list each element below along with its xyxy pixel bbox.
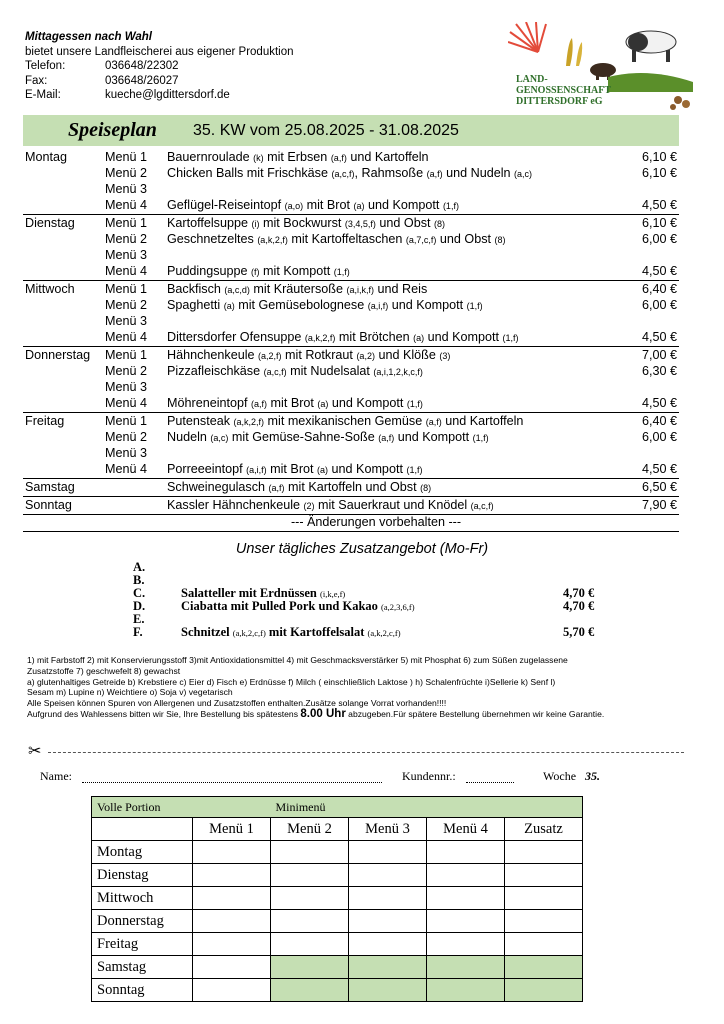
header-title: Mittagessen nach Wahl [25,31,152,43]
order-cell[interactable] [271,841,349,864]
allergen-codes: (a,k,2,f) [304,333,336,343]
dish-text: Pizzafleischkäse (a,c,f) mit Nudelsalat (a,i,1,2,k,c,f) [167,364,423,378]
order-cell[interactable] [505,933,583,956]
menu-row [23,329,679,346]
menu-price: 6,30 € [641,364,677,378]
menu-row [23,497,679,514]
scissors-icon: ✂ [28,743,42,760]
menu-label: Menü 1 [105,150,148,164]
allergen-codes: (1,f) [502,333,519,343]
contact-phone: Telefon: 036648/22302 [25,60,179,72]
menu-row [23,413,679,429]
dish-text: Backfisch (a,c,d) mit Kräutersoße (a,i,k,f) und Reis [167,282,428,296]
extra-item [133,626,633,639]
allergen-codes: (a,2,3,6,f) [381,602,415,612]
extra-dish [181,561,563,574]
order-cell [349,956,427,979]
menu-label: Menü 1 [105,216,148,230]
footnote-allergens-2: Sesam m) Lupine n) Weichtiere o) Soja v) vegetarisch [27,687,233,698]
order-cell[interactable] [505,887,583,910]
order-cell[interactable] [505,910,583,933]
order-cell[interactable] [271,887,349,910]
menu-plan [23,149,679,532]
menu-label: Menü 3 [105,446,148,460]
menu-label: Menü 3 [105,248,148,262]
extra-letter: E. [133,612,145,626]
header-mini-menu: Minimenü [271,797,583,818]
menu-row [23,379,679,395]
extra-dish: Schnitzel (a,k,2,c,f) mit Kartoffelsalat (a,k,2,c,f) [181,625,401,639]
dish-text [167,313,619,329]
allergen-codes: (a,i,f) [246,465,267,475]
menu-row [23,263,679,280]
order-cell[interactable] [271,933,349,956]
menu-label: Menü 1 [105,282,148,296]
order-cell[interactable] [193,841,271,864]
order-cell[interactable] [349,841,427,864]
menu-label: Menü 4 [105,264,148,278]
order-cell[interactable] [193,933,271,956]
order-day-label: Donnerstag [92,910,193,933]
allergen-codes: (a,f) [268,483,285,493]
column-header: Menü 1 [193,818,271,841]
allergen-codes: (1,f) [406,399,423,409]
order-day-label: Freitag [92,933,193,956]
menu-price: 4,50 € [641,264,677,278]
menu-price [619,379,679,395]
extra-letter: C. [133,586,146,600]
dish-text: Porreeeintopf (a,i,f) mit Brot (a) und Kompott (1,f) [167,462,423,476]
header-info [25,30,294,103]
allergen-codes: (a) [223,301,235,311]
footnote-traces: Alle Speisen können Spuren von Allergenen und Zusatzstoffen enthalten.Zusätze solange Vorrat vorhanden!!!! [27,698,447,709]
allergen-codes: (a,o) [284,201,304,211]
changes-note: --- Änderungen vorbehalten --- [290,515,462,529]
menu-label: Menü 4 [105,198,148,212]
day-label: Samstag [25,480,75,494]
menu-row [23,395,679,412]
allergen-codes: (1,f) [442,201,459,211]
allergen-codes: (i) [251,219,260,229]
menu-price [619,181,679,197]
menu-row [23,347,679,363]
allergen-codes: (a,f) [425,417,442,427]
menu-row [23,231,679,247]
menu-price: 4,50 € [641,462,677,476]
week-label: Woche [543,769,577,783]
menu-price [619,247,679,263]
order-cell[interactable] [271,864,349,887]
menu-price: 4,50 € [641,198,677,212]
name-field[interactable] [82,771,382,783]
extra-offer-list [133,561,633,639]
allergen-codes: (i,k,e,f) [320,589,346,599]
allergen-codes: (a,c) [210,433,229,443]
order-row [92,864,583,887]
logo-text-3: DITTERSDORF eG [516,96,603,107]
extra-item [133,600,633,613]
allergen-codes: (k) [253,153,264,163]
extra-letter: D. [133,599,146,613]
extra-price: 5,70 € [563,625,595,639]
menu-row [23,313,679,329]
order-day-label: Montag [92,841,193,864]
allergen-codes: (2) [303,501,315,511]
order-cell[interactable] [427,887,505,910]
header-subtitle: bietet unsere Landfleischerei aus eigener Produktion [25,45,294,58]
dish-text: Nudeln (a,c) mit Gemüse-Sahne-Soße (a,f) und Kompott (1,f) [167,430,489,444]
week-value: 35. [585,769,600,783]
extra-letter: F. [133,625,143,639]
footnote-additives: 1) mit Farbstoff 2) mit Konservierungsstoff 3)mit Antioxidationsmittel 4) mit Geschmacksverstärker 5) mit Phosphat 6) zum Süßen zugelassene [27,655,568,665]
footnotes [27,655,717,720]
menu-price: 6,40 € [641,414,677,428]
allergen-codes: (3,4,5,f) [344,219,376,229]
header-full-portion: Volle Portion [92,797,271,818]
order-row [92,956,583,979]
order-table [91,796,583,1002]
order-cell [271,956,349,979]
allergen-codes: (a,f) [330,153,347,163]
customer-label: Kundennr.: [402,769,456,783]
dish-text: Geflügel-Reiseintopf (a,o) mit Brot (a) und Kompott (1,f) [167,198,459,212]
menu-price: 7,00 € [641,348,677,362]
dish-text: Dittersdorfer Ofensuppe (a,k,2,f) mit Brötchen (a) und Kompott (1,f) [167,330,519,344]
allergen-codes: (8) [494,235,506,245]
day-label: Freitag [25,414,65,428]
allergen-codes: (a,f) [426,169,443,179]
menu-label: Menü 1 [105,348,148,362]
order-cell[interactable] [349,887,427,910]
order-cell[interactable] [193,864,271,887]
menu-price: 4,50 € [641,396,677,410]
menu-row [23,215,679,231]
day-label: Dienstag [25,216,75,230]
customer-number-field[interactable] [466,771,514,783]
order-cell[interactable] [505,841,583,864]
allergen-codes: (a,i,1,2,k,c,f) [373,367,423,377]
allergen-codes: (a,7,c,f) [405,235,437,245]
menu-row [23,281,679,297]
menu-label: Menü 3 [105,182,148,196]
section-end-line [23,531,679,532]
order-cell [427,956,505,979]
allergen-codes: (a,f) [378,433,395,443]
order-cell [271,979,349,1002]
allergen-codes: (1,f) [472,433,489,443]
order-day-label: Mittwoch [92,887,193,910]
menu-price: 7,90 € [641,498,677,512]
order-cell[interactable] [427,864,505,887]
dish-text: Kartoffelsuppe (i) mit Bockwurst (3,4,5,f) und Obst (8) [167,216,445,230]
allergen-codes: (a,f) [251,399,268,409]
extra-dish [181,613,563,626]
dish-text: Geschnetzeltes (a,k,2,f) mit Kartoffeltaschen (a,7,c,f) und Obst (8) [167,232,506,246]
menu-row [23,297,679,313]
order-row [92,979,583,1002]
order-day-label: Dienstag [92,864,193,887]
menu-label: Menü 2 [105,232,148,246]
menu-label: Menü 4 [105,462,148,476]
dish-text [167,247,619,263]
allergen-codes: (a) [317,399,329,409]
menu-label: Menü 1 [105,414,148,428]
dish-text: Schweinegulasch (a,f) mit Kartoffeln und Obst (8) [167,480,432,494]
allergen-codes: (a,c) [514,169,533,179]
allergen-codes: (1,f) [466,301,483,311]
menu-label: Menü 2 [105,430,148,444]
extra-dish: Ciabatta mit Pulled Pork und Kakao (a,2,3,6,f) [181,599,415,613]
allergen-codes: (1,f) [333,267,350,277]
dish-text: Möhreneintopf (a,f) mit Brot (a) und Kompott (1,f) [167,396,423,410]
menu-price: 6,10 € [641,216,677,230]
allergen-codes: (a) [413,333,425,343]
extra-dish: Salatteller mit Erdnüssen (i,k,e,f) [181,586,346,600]
order-cell[interactable] [349,933,427,956]
logo-text-2: GENOSSENSCHAFT [516,85,612,96]
menu-price: 6,00 € [641,298,677,312]
dish-text [167,379,619,395]
order-cell[interactable] [349,910,427,933]
column-header: Menü 4 [427,818,505,841]
menu-price: 6,40 € [641,282,677,296]
day-label: Mittwoch [25,282,75,296]
footnote-allergens: a) glutenhaltiges Getreide b) Krebstiere c) Eier d) Fisch e) Erdnüsse f) Milch ( einschließlich Laktose ) h) Schalenfrüchte i)Sellerie k) Senf l) [27,676,556,687]
menu-price: 6,50 € [641,480,677,494]
dish-text: Kassler Hähnchenkeule (2) mit Sauerkraut und Knödel (a,c,f) [167,498,494,512]
menu-row [23,197,679,214]
allergen-codes: (a,k,2,f) [257,235,288,245]
banner-title: Speiseplan [68,119,157,141]
contact-email: E-Mail: kueche@lgdittersdorf.de [25,89,230,101]
name-label: Name: [40,769,72,783]
menu-label: Menü 2 [105,298,148,312]
cut-line [28,744,684,758]
extra-price: 4,70 € [563,599,595,613]
order-row [92,887,583,910]
order-cell[interactable] [427,933,505,956]
menu-row [23,165,679,181]
allergen-codes: (a,k,2,f) [233,417,265,427]
allergen-codes: (a,i,f) [367,301,389,311]
order-cell [505,979,583,1002]
menu-price: 6,00 € [641,232,677,246]
contact-fax: Fax: 036648/26027 [25,74,179,87]
menu-label: Menü 2 [105,364,148,378]
menu-row [23,181,679,197]
cooperative-logo [508,22,703,114]
allergen-codes: (a,k,2,c,f) [367,628,401,638]
menu-row [23,429,679,445]
allergen-codes: (a,c,f) [331,169,355,179]
order-cell[interactable] [427,910,505,933]
menu-price [619,313,679,329]
dish-text [167,445,619,461]
menu-price: 6,00 € [641,430,677,444]
menu-row [23,247,679,263]
menu-price: 4,50 € [641,330,677,344]
menu-price: 6,10 € [641,150,677,164]
dish-text: Putensteak (a,k,2,f) mit mexikanischen Gemüse (a,f) und Kartoffeln [167,414,524,428]
speiseplan-banner [23,115,679,146]
day-label: Donnerstag [25,348,91,362]
order-cell[interactable] [193,956,271,979]
column-header: Zusatz [505,818,583,841]
allergen-codes: (a) [317,465,329,475]
order-cell[interactable] [271,910,349,933]
menu-label: Menü 4 [105,330,148,344]
order-row [92,910,583,933]
allergen-codes: (a,i,k,f) [346,285,375,295]
allergen-codes: (a,c,f) [470,501,494,511]
menu-label: Menü 3 [105,314,148,328]
order-cell[interactable] [427,841,505,864]
menu-label: Menü 2 [105,166,148,180]
extra-price: 4,70 € [563,586,595,600]
extra-offer-title: Unser tägliches Zusatzangebot (Mo-Fr) [235,541,489,557]
allergen-codes: (3) [439,351,451,361]
allergen-codes: (a,2,f) [258,351,282,361]
menu-row [23,149,679,165]
allergen-codes: (f) [251,267,260,277]
table-corner [92,818,193,841]
dish-text: Bauernroulade (k) mit Erbsen (a,f) und Kartoffeln [167,150,429,164]
extra-letter: A. [133,560,146,574]
allergen-codes: (a,2) [356,351,375,361]
extra-letter: B. [133,573,145,587]
allergen-codes: (a,c,d) [224,285,250,295]
menu-price: 6,10 € [641,166,677,180]
order-row [92,841,583,864]
footnote-deadline: Aufgrund des Wahlessens bitten wir Sie, Ihre Bestellung bis spätestens 8.00 Uhr abzugeben.Für spätere Bestellung übernehmen wir keine Garantie. [27,707,605,720]
order-cell[interactable] [193,887,271,910]
allergen-codes: (a,c,f) [263,367,287,377]
order-cell [349,979,427,1002]
dish-text: Hähnchenkeule (a,2,f) mit Rotkraut (a,2) und Klöße (3) [167,348,451,362]
order-cell [505,956,583,979]
column-header: Menü 3 [349,818,427,841]
day-label: Sonntag [25,498,72,512]
column-header: Menü 2 [271,818,349,841]
order-cell[interactable] [505,864,583,887]
allergen-codes: (a,k,2,c,f) [232,628,266,638]
menu-row [23,479,679,496]
menu-price [619,445,679,461]
menu-row [23,461,679,478]
allergen-codes: (8) [420,483,432,493]
menu-row [23,445,679,461]
dish-text: Puddingsuppe (f) mit Kompott (1,f) [167,264,350,278]
menu-label: Menü 3 [105,380,148,394]
order-row [92,933,583,956]
dish-text [167,181,619,197]
menu-label: Menü 4 [105,396,148,410]
day-label: Montag [25,150,68,164]
extra-item [133,561,633,574]
order-cell [427,979,505,1002]
dish-text: Spaghetti (a) mit Gemüsebolognese (a,i,f) und Kompott (1,f) [167,298,483,312]
logo-text-1: LAND- [516,74,548,85]
dish-text: Chicken Balls mit Frischkäse (a,c,f), Rahmsoße (a,f) und Nudeln (a,c) [167,166,533,180]
allergen-codes: (8) [434,219,445,229]
order-cell[interactable] [193,910,271,933]
order-day-label: Samstag [92,956,193,979]
order-day-label: Sonntag [92,979,193,1002]
order-cell[interactable] [193,979,271,1002]
banner-week: 35. KW vom 25.08.2025 - 31.08.2025 [193,121,459,139]
extra-price [563,561,633,574]
footnote-additives-2: Zusatzstoffe 7) geschwefelt 8) gewachst [27,665,181,676]
allergen-codes: (1,f) [406,465,423,475]
menu-row [23,363,679,379]
order-cell[interactable] [349,864,427,887]
allergen-codes: (a) [353,201,365,211]
